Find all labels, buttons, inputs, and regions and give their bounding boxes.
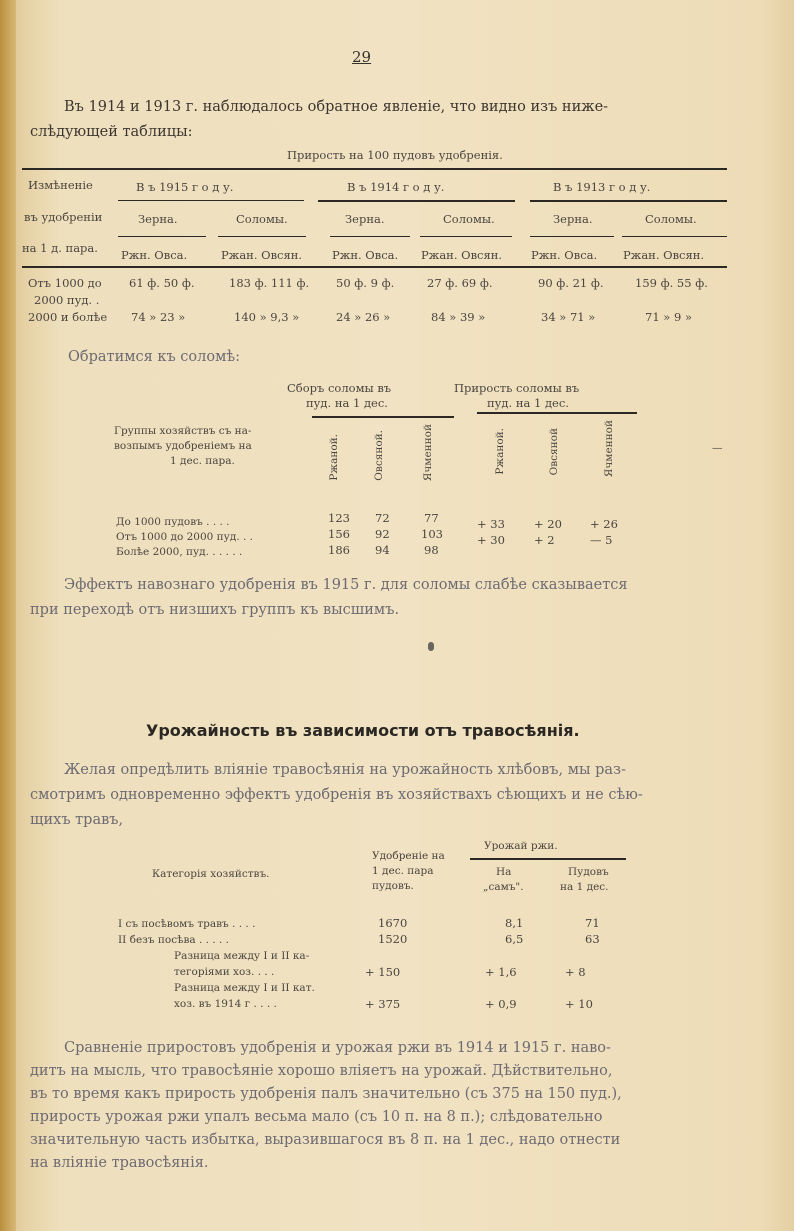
table1-rule-sub-4	[420, 236, 512, 237]
table1-year-1913: В ъ 1913 г о д у.	[553, 180, 651, 194]
table1-row2-cell-3: 24 » 26 »	[336, 310, 391, 324]
table3-col1-1: Удобреніе на	[372, 850, 445, 862]
table2-head-b-2: пуд. на 1 дес.	[487, 396, 569, 410]
table2-r1-c3: 77	[424, 511, 439, 525]
table1-row1-cell-6: 159 ф. 55 ф.	[635, 276, 708, 290]
table3-col2-1: На	[496, 866, 512, 878]
table1-sub-straw-3: Соломы.	[645, 212, 697, 226]
intro-line-1: Въ 1914 и 1913 г. наблюдалось обратное явленіе, что видно изъ ниже-	[64, 99, 609, 115]
table3-r1-c3: 71	[585, 916, 600, 930]
table2-head-b-1: Прирость соломы въ	[454, 381, 580, 395]
table1-head-rule	[22, 266, 727, 268]
table3-r3-c3: + 8	[565, 965, 586, 979]
para-intent-line-3: щихъ травъ,	[30, 812, 124, 828]
table2-r1-c5: + 20	[534, 517, 562, 531]
para-intent-line-1: Желая опредѣлить вліяніе травосѣянія на урожайность хлѣбовъ, мы раз-	[64, 762, 626, 778]
table3-r2-c1: 1520	[378, 932, 408, 946]
table1-row2-cell-1: 74 » 23 »	[131, 310, 186, 324]
table1-stub-2: въ удобреніи	[24, 210, 103, 224]
table1-row2-label: 2000 и болѣе	[28, 310, 108, 324]
table3-group-head: Урожай ржи.	[484, 840, 558, 852]
table2-stub-2: возпымъ удобреніемъ на	[114, 440, 252, 452]
table2-r3-c2: 94	[375, 543, 390, 557]
table1-row1-label-2: 2000 пуд. .	[34, 293, 100, 307]
table2-row1-label: До 1000 пудовъ . . . .	[116, 516, 230, 528]
table3-col3-1: Пудовъ	[568, 866, 609, 878]
table2-row2-label: Отъ 1000 до 2000 пуд. . .	[116, 531, 254, 543]
table1-row1-cell-2: 183 ф. 111 ф.	[229, 276, 310, 290]
para-compare-line-6: на вліяніе травосѣянія.	[30, 1155, 209, 1171]
table2-rule-b	[477, 412, 637, 414]
table1-subsub-2: Ржан. Овсян.	[221, 248, 303, 262]
table1-rule-sub-1	[118, 236, 206, 237]
para-compare-line-2: дитъ на мысль, что травосѣяніе хорошо вліяетъ на урожай. Дѣйствительно,	[30, 1063, 613, 1079]
table3-row4-label-1: Разница между I и II кат.	[174, 982, 315, 994]
table1-subsub-1: Ржн. Овса.	[121, 248, 188, 262]
section-heading: Урожайность въ зависимости отъ травосѣянія.	[146, 721, 580, 740]
table2-r1-c6: + 26	[590, 517, 618, 531]
table3-r3-c2: + 1,6	[485, 965, 517, 979]
intro-line-2: слѣдующей таблицы:	[30, 124, 193, 140]
table1-rule-sub-2	[218, 236, 306, 237]
table3-r4-c1: + 375	[365, 997, 401, 1011]
table3-col1-2: 1 дес. пара	[372, 865, 434, 877]
table1-subsub-5: Ржн. Овса.	[531, 248, 598, 262]
table1-subsub-3: Ржн. Овса.	[332, 248, 399, 262]
table1-stub-1: Измѣненіе	[28, 178, 93, 192]
table1-row1-cell-5: 90 ф. 21 ф.	[538, 276, 604, 290]
table2-r2-c3: 103	[421, 527, 443, 541]
table3-group-rule	[470, 858, 626, 860]
table1-caption: Прирость на 100 пудовъ удобренія.	[287, 148, 503, 162]
table2-col-barley-b: Ячменной	[603, 420, 615, 478]
table2-r1-c2: 72	[375, 511, 390, 525]
ink-blot	[428, 642, 434, 651]
para-compare-line-1: Сравненіе приростовъ удобренія и урожая ржи въ 1914 и 1915 г. наво-	[64, 1040, 611, 1056]
table2-col-rye-b: Ржаной.	[494, 428, 506, 475]
table1-row1-cell-4: 27 ф. 69 ф.	[427, 276, 493, 290]
table2-r2-c5: + 2	[534, 533, 555, 547]
table2-row3-label: Болѣе 2000, пуд. . . . . .	[116, 546, 243, 558]
table1-sub-grain-1: Зерна.	[138, 212, 178, 226]
table2-stub-1: Группы хозяйствъ съ на-	[114, 425, 252, 437]
table2-col-oat-b: Овсяной	[548, 428, 560, 476]
table1-stub-3: на 1 д. пара.	[22, 241, 98, 255]
table3-r4-c2: + 0,9	[485, 997, 517, 1011]
para-compare-line-4: прирость урожая ржи упалъ весьма мало (съ 10 п. на 8 п.); слѣдовательно	[30, 1109, 603, 1125]
para-straw: Обратимся къ соломѣ:	[68, 349, 240, 365]
table3-r3-c1: + 150	[365, 965, 401, 979]
table1-sub-straw-1: Соломы.	[236, 212, 288, 226]
page-spine	[0, 0, 16, 1231]
para-compare-line-5: значительную часть избытка, выразившагося въ 8 п. на 1 дес., надо отнести	[30, 1132, 621, 1148]
table1-row1-cell-3: 50 ф. 9 ф.	[336, 276, 395, 290]
table1-row2-cell-6: 71 » 9 »	[645, 310, 692, 324]
page-number: 29	[352, 48, 372, 66]
table2-stub-3: 1 дес. пара.	[170, 455, 235, 467]
table3-row4-label-2: хоз. въ 1914 г . . . .	[174, 998, 277, 1010]
table2-head-a-2: пуд. на 1 дес.	[306, 396, 388, 410]
para-intent-line-2: смотримъ одновременно эффектъ удобренія въ хозяйствахъ сѣющихъ и не сѣю-	[30, 787, 643, 803]
table2-col-oat-a: Овсяной.	[373, 430, 385, 481]
table1-sub-grain-3: Зерна.	[553, 212, 593, 226]
table1-sub-grain-2: Зерна.	[345, 212, 385, 226]
table2-r2-c6: — 5	[590, 533, 613, 547]
table1-row1-label-1: Отъ 1000 до	[28, 276, 102, 290]
table1-rule-1913	[530, 200, 727, 202]
table3-stub-head: Категорія хозяйствъ.	[152, 868, 270, 880]
table3-row3-label-2: тегоріями хоз. . . .	[174, 966, 275, 978]
table1-top-rule	[22, 168, 727, 170]
table2-r2-c1: 156	[328, 527, 350, 541]
table3-col2-2: „самъ".	[483, 881, 524, 893]
table2-r3-c1: 186	[328, 543, 350, 557]
table3-r4-c3: + 10	[565, 997, 593, 1011]
table2-r1-c1: 123	[328, 511, 350, 525]
table3-row1-label: I съ посѣвомъ травъ . . . .	[118, 918, 256, 930]
table2-r3-c3: 98	[424, 543, 439, 557]
table3-r2-c2: 6,5	[505, 932, 524, 946]
table2-col-barley-a: Ячменной	[422, 424, 434, 482]
table1-rule-1914	[318, 200, 515, 202]
table2-r2-c2: 92	[375, 527, 390, 541]
table2-rule-a	[312, 416, 454, 418]
table2-r1-c4: + 33	[477, 517, 505, 531]
table1-rule-1915	[118, 200, 304, 201]
table1-subsub-6: Ржан. Овсян.	[623, 248, 705, 262]
table1-subsub-4: Ржан. Овсян.	[421, 248, 503, 262]
table2-head-a-1: Сборъ соломы въ	[287, 381, 392, 395]
table1-sub-straw-2: Соломы.	[443, 212, 495, 226]
table1-rule-sub-3	[330, 236, 410, 237]
table1-row2-cell-5: 34 » 71 »	[541, 310, 596, 324]
table3-col1-3: пудовъ.	[372, 880, 414, 892]
table3-row3-label-1: Разница между I и II ка-	[174, 950, 310, 962]
table2-margin-mark: —	[712, 442, 723, 454]
table2-r2-c4: + 30	[477, 533, 505, 547]
table1-row1-cell-1: 61 ф. 50 ф.	[129, 276, 195, 290]
para-effect-line-1: Эффектъ навознаго удобренія въ 1915 г. для соломы слабѣе сказывается	[64, 577, 628, 593]
table1-rule-sub-5	[530, 236, 614, 237]
table3-col3-2: на 1 дес.	[560, 881, 609, 893]
para-effect-line-2: при переходѣ отъ низшихъ группъ къ высшимъ.	[30, 602, 400, 618]
table1-year-1915: В ъ 1915 г о д у.	[136, 180, 234, 194]
table1-rule-sub-6	[622, 236, 727, 237]
table3-r1-c2: 8,1	[505, 916, 524, 930]
table1-row2-cell-2: 140 » 9,3 »	[234, 310, 300, 324]
para-compare-line-3: въ то время какъ прирость удобренія палъ значительно (съ 375 на 150 пуд.),	[30, 1086, 622, 1102]
table1-row2-cell-4: 84 » 39 »	[431, 310, 486, 324]
table3-r2-c3: 63	[585, 932, 600, 946]
table3-row2-label: II безъ посѣва . . . . .	[118, 934, 229, 946]
table2-col-rye-a: Ржаной.	[328, 434, 340, 481]
table3-r1-c1: 1670	[378, 916, 408, 930]
table1-year-1914: В ъ 1914 г о д у.	[347, 180, 445, 194]
